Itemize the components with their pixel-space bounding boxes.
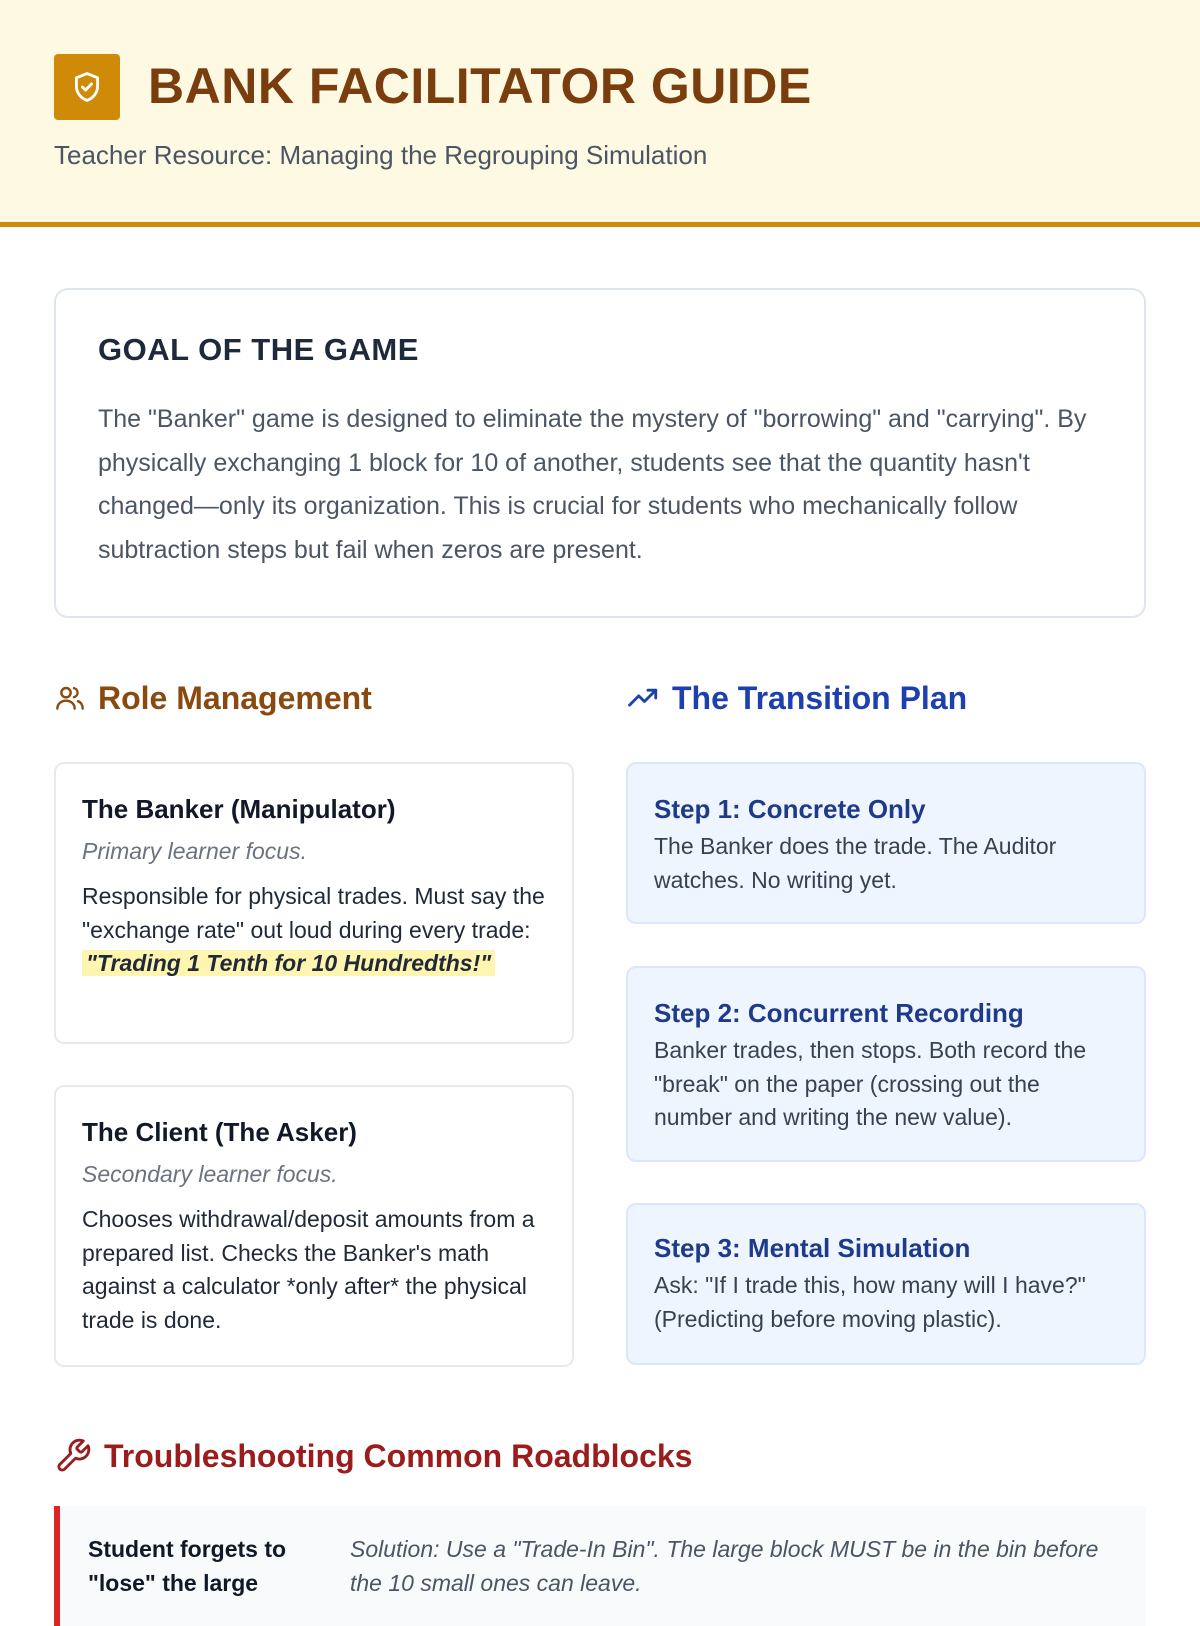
role-focus: Secondary learner focus. <box>82 1161 338 1187</box>
step-description: Ask: "If I trade this, how many will I have?" (Predicting before moving plastic). <box>654 1272 1086 1332</box>
role-name: The Client (The Asker) <box>82 1117 357 1147</box>
page-title: BANK FACILITATOR GUIDE <box>148 58 812 114</box>
troubleshooting-label: Troubleshooting Common Roadblocks <box>104 1438 693 1474</box>
goal-text: The "Banker" game is designed to eliminate the mystery of "borrowing" and "carrying". By physically exchanging 1 block for 10 of another, students see that the quantity hasn't changed—only its organization. This is crucial for students who mechanically follow subtraction steps but fail when zeros are present. <box>98 405 1087 564</box>
role-description-text: Responsible for physical trades. Must say the "exchange rate" out loud during every trade: <box>82 883 545 943</box>
exchange-rate-highlight: "Trading 1 Tenth for 10 Hundredths!" <box>82 950 495 976</box>
users-icon <box>54 682 86 714</box>
role-card-banker <box>54 762 574 1044</box>
role-description <box>82 880 546 981</box>
role-name: The Banker (Manipulator) <box>82 794 396 824</box>
step-card-2 <box>626 966 1146 1162</box>
role-management-label: Role Management <box>98 680 372 716</box>
step-title: Step 3: Mental Simulation <box>654 1233 971 1263</box>
problem-text: Student forgets to "lose" the large <box>88 1536 287 1596</box>
troubleshooting-row <box>54 1506 1146 1626</box>
role-focus: Primary learner focus. <box>82 838 307 864</box>
transition-plan-heading <box>626 678 967 718</box>
goal-card <box>54 288 1146 618</box>
troubleshooting-heading <box>54 1436 692 1476</box>
goal-title: GOAL OF THE GAME <box>98 332 419 367</box>
step-title: Step 2: Concurrent Recording <box>654 998 1024 1028</box>
page-subtitle: Teacher Resource: Managing the Regrouping Simulation <box>54 140 708 170</box>
shield-check-icon <box>54 54 120 120</box>
step-card-3 <box>626 1203 1146 1365</box>
role-description: Chooses withdrawal/deposit amounts from a prepared list. Checks the Banker's math against a calculator *only after* the physical trade is done. <box>82 1206 535 1333</box>
step-card-1 <box>626 762 1146 924</box>
transition-plan-label: The Transition Plan <box>672 680 968 716</box>
step-description: The Banker does the trade. The Auditor watches. No writing yet. <box>654 833 1057 893</box>
page-header <box>0 0 1200 227</box>
step-description: Banker trades, then stops. Both record the "break" on the paper (crossing out the number and writing the new value). <box>654 1037 1087 1130</box>
step-title: Step 1: Concrete Only <box>654 794 926 824</box>
solution-text: Solution: Use a "Trade-In Bin". The large block MUST be in the bin before the 10 small ones can leave. <box>350 1536 1099 1596</box>
role-management-heading <box>54 678 372 718</box>
wrench-icon <box>54 1437 92 1475</box>
trending-up-icon <box>626 681 660 715</box>
role-card-client <box>54 1085 574 1367</box>
